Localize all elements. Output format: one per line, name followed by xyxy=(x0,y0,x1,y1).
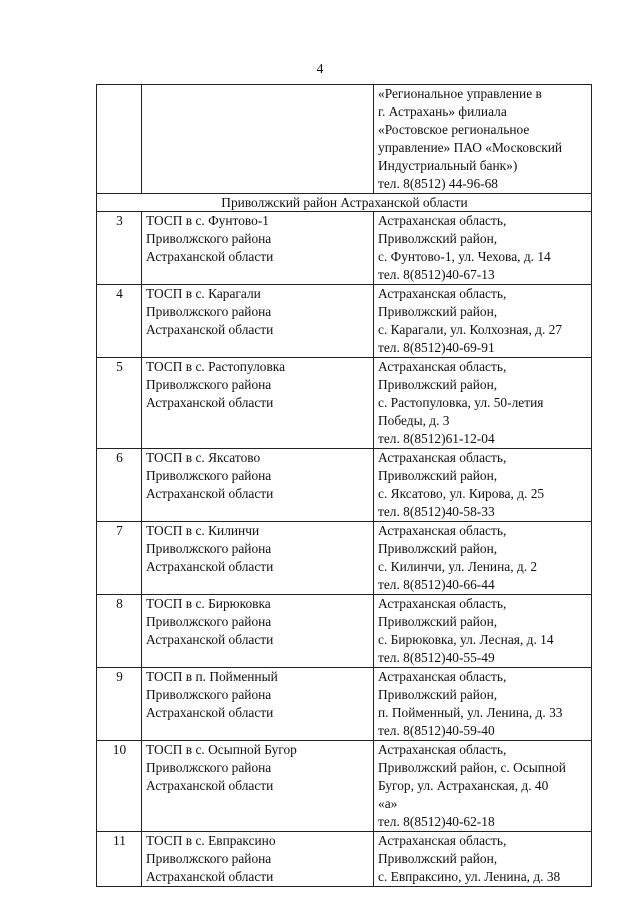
branch-address: Астраханская область, Приволжский район, с. Яксатово, ул. Кирова, д. 25 тел. 8(8512)40-58-33 xyxy=(374,449,592,522)
branch-address: Астраханская область, Приволжский район, с. Килинчи, ул. Ленина, д. 2 тел. 8(8512)40-66-44 xyxy=(374,522,592,595)
branch-address: «Региональное управление в г. Астрахань» филиала «Ростовское региональное управление» ПАО «Московский Индустриальный банк») тел. 8(8512) 44-96-68 xyxy=(374,85,592,194)
row-number: 6 xyxy=(97,449,142,522)
page-number: 4 xyxy=(316,62,324,77)
branch-name: ТОСП в с. Бирюковка Приволжского района Астраханской области xyxy=(142,595,374,668)
table-row xyxy=(97,212,592,285)
branch-address: Астраханская область, Приволжский район, с. Бирюковка, ул. Лесная, д. 14 тел. 8(8512)40-55-49 xyxy=(374,595,592,668)
row-number: 4 xyxy=(97,285,142,358)
row-number: 11 xyxy=(97,832,142,887)
table-row-continuation xyxy=(97,85,592,194)
branch-address: Астраханская область, Приволжский район, с. Евпраксино, ул. Ленина, д. 38 xyxy=(374,832,592,887)
row-number xyxy=(97,85,142,194)
branch-name: ТОСП в п. Пойменный Приволжского района Астраханской области xyxy=(142,668,374,741)
branch-name: ТОСП в с. Растопуловка Приволжского района Астраханской области xyxy=(142,358,374,449)
table-row xyxy=(97,449,592,522)
section-header-row xyxy=(97,194,592,212)
branch-address: Астраханская область, Приволжский район, с. Фунтово-1, ул. Чехова, д. 14 тел. 8(8512)40-67-13 xyxy=(374,212,592,285)
row-number: 9 xyxy=(97,668,142,741)
branch-name: ТОСП в с. Фунтово-1 Приволжского района Астраханской области xyxy=(142,212,374,285)
branch-address: Астраханская область, Приволжский район, с. Карагали, ул. Колхозная, д. 27 тел. 8(8512)40-69-91 xyxy=(374,285,592,358)
section-header: Приволжский район Астраханской области xyxy=(97,194,592,212)
row-number: 7 xyxy=(97,522,142,595)
branch-address: Астраханская область, Приволжский район, п. Пойменный, ул. Ленина, д. 33 тел. 8(8512)40-59-40 xyxy=(374,668,592,741)
branch-table xyxy=(96,84,592,887)
branch-name: ТОСП в с. Карагали Приволжского района Астраханской области xyxy=(142,285,374,358)
branch-name: ТОСП в с. Килинчи Приволжского района Астраханской области xyxy=(142,522,374,595)
table-row xyxy=(97,595,592,668)
row-number: 3 xyxy=(97,212,142,285)
table-row xyxy=(97,358,592,449)
row-number: 5 xyxy=(97,358,142,449)
table-row xyxy=(97,285,592,358)
row-number: 10 xyxy=(97,741,142,832)
branch-name xyxy=(142,85,374,194)
branch-name: ТОСП в с. Яксатово Приволжского района Астраханской области xyxy=(142,449,374,522)
branch-name: ТОСП в с. Осыпной Бугор Приволжского района Астраханской области xyxy=(142,741,374,832)
table-row xyxy=(97,522,592,595)
branch-name: ТОСП в с. Евпраксино Приволжского района Астраханской области xyxy=(142,832,374,887)
branch-address: Астраханская область, Приволжский район, с. Растопуловка, ул. 50-летия Победы, д. 3 тел. 8(8512)61-12-04 xyxy=(374,358,592,449)
page-bottom-margin xyxy=(0,865,640,905)
branch-address: Астраханская область, Приволжский район, с. Осыпной Бугор, ул. Астраханская, д. 40 «а» тел. 8(8512)40-62-18 xyxy=(374,741,592,832)
row-number: 8 xyxy=(97,595,142,668)
table-row xyxy=(97,668,592,741)
table-row xyxy=(97,741,592,832)
